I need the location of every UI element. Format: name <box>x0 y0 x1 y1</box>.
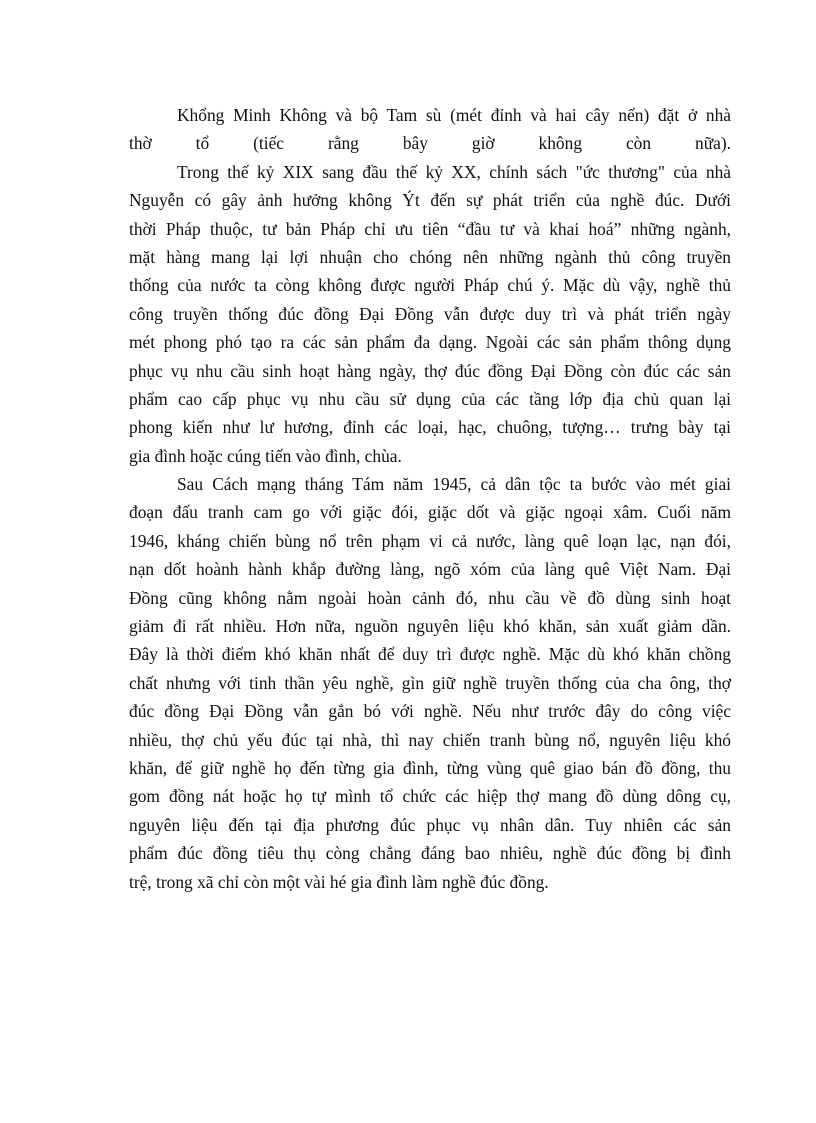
text-line: Sau Cách mạng tháng Tám năm 1945, cả dân tộc ta bước vào mét giai <box>177 474 731 495</box>
text-line: nhiều, thợ chủ yếu đúc tại nhà, thì nay chiến tranh bùng nổ, nguyên liệu khó <box>129 729 731 750</box>
text-line: nạn dốt hoành hành khắp đường làng, ngõ xóm của làng quê Việt Nam. Đại <box>129 559 731 580</box>
text-line: mặt hàng mang lại lợi nhuận cho chóng nên những ngành thủ công truyền <box>129 246 731 267</box>
text-line: 1946, kháng chiến bùng nổ trên phạm vi cả nước, làng quê loạn lạc, nạn đói, <box>129 530 731 551</box>
text-line: Trong thế kỷ XIX sang đầu thế kỷ XX, chính sách "ức thương" của nhà <box>177 161 731 182</box>
text-line: Đây là thời điểm khó khăn nhất để duy trì được nghề. Mặc dù khó khăn chồng <box>129 644 731 665</box>
text-line: chất nhưng với tinh thần yêu nghề, gìn giữ nghề truyền thống của cha ông, thợ <box>129 672 731 693</box>
text-line: thời Pháp thuộc, tư bản Pháp chỉ ưu tiên “đầu tư và khai hoá” những ngành, <box>129 218 731 239</box>
text-line: phẩm đúc đồng tiêu thụ còng chẳng đáng bao nhiêu, nghề đúc đồng bị đình <box>129 843 731 864</box>
text-line: đoạn đấu tranh cam go với giặc đói, giặc dốt và giặc ngoại xâm. Cuối năm <box>129 502 731 523</box>
text-line: nguyên liệu đến tại địa phương đúc phục vụ nhân dân. Tuy nhiên các sản <box>129 814 731 835</box>
text-line: Nguyễn có gây ảnh hưởng không Ýt đến sự phát triển của nghề đúc. Dưới <box>129 190 731 211</box>
text-line: trệ, trong xã chỉ còn một vài hé gia đình làm nghề đúc đồng. <box>129 871 549 892</box>
text-line: gia đình hoặc cúng tiến vào đình, chùa. <box>129 445 402 466</box>
text-line: công truyền thống đúc đồng Đại Đồng vẫn được duy trì và phát triển ngày <box>129 303 731 324</box>
text-line: phẩm cao cấp phục vụ nhu cầu sử dụng của các tầng lớp địa chủ quan lại <box>129 388 731 409</box>
text-line: mét phong phó tạo ra các sản phẩm đa dạng. Ngoài các sản phẩm thông dụng <box>129 332 731 353</box>
text-line: phong kiến như lư hương, đỉnh các loại, hạc, chuông, tượng… trưng bày tại <box>129 417 731 438</box>
document-page <box>129 101 731 896</box>
text-line: khăn, để giữ nghề họ đến từng gia đình, từng vùng quê giao bán đồ đồng, thu <box>129 757 731 778</box>
text-line: đúc đồng Đại Đồng vẫn gắn bó với nghề. Nếu như trước đây do công việc <box>129 701 731 722</box>
text-line: Đồng cũng không nằm ngoài hoàn cảnh đó, nhu cầu về đồ dùng sinh hoạt <box>129 587 731 608</box>
text-line: thống của nước ta còng không được người Pháp chú ý. Mặc dù vậy, nghề thủ <box>129 275 731 296</box>
text-line: giảm đi rất nhiều. Hơn nữa, nguồn nguyên liệu khó khăn, sản xuất giảm dần. <box>129 616 731 637</box>
text-line: gom đồng nát hoặc họ tự mình tổ chức các hiệp thợ mang đồ dùng dông cụ, <box>129 786 731 807</box>
text-line: thờ tổ (tiếc rằng bây giờ không còn nữa). <box>129 133 731 154</box>
text-line: Khổng Minh Không và bộ Tam sù (mét đỉnh và hai cây nến) đặt ở nhà <box>177 105 731 125</box>
text-line: phục vụ nhu cầu sinh hoạt hàng ngày, thợ đúc đồng Đại Đồng còn đúc các sản <box>129 360 731 381</box>
